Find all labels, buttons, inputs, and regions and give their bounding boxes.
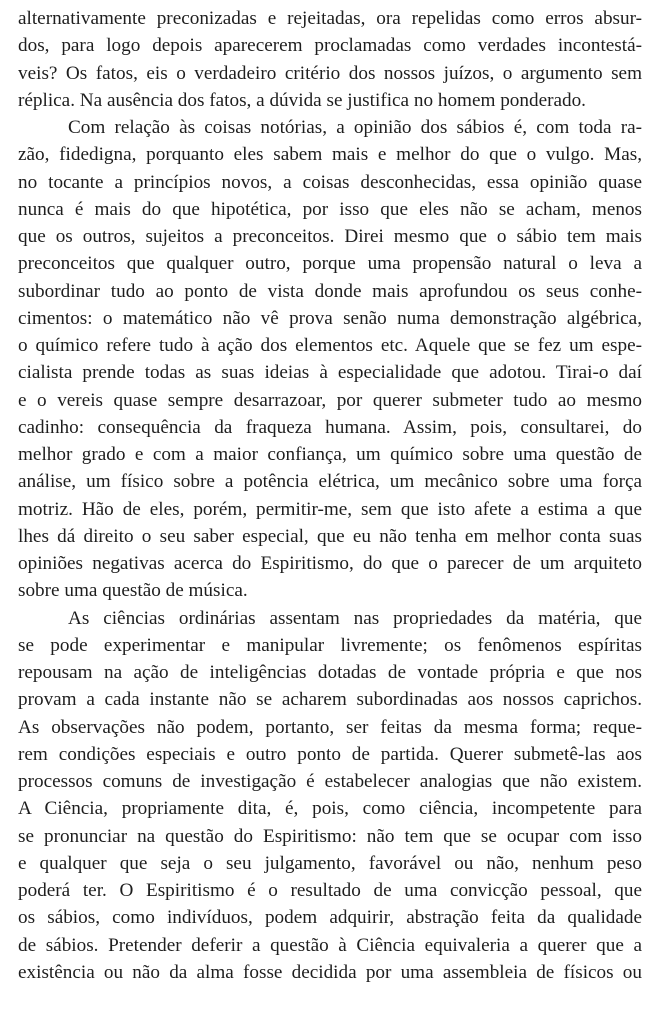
text-line: preconceitos que qualquer outro, porque uma propensão natural o leva a	[18, 253, 642, 275]
text-line: subordinar tudo ao ponto de vista donde mais aprofundou os seus conhe-	[18, 280, 642, 302]
text-line: e qualquer que seja o seu julgamento, favorável ou não, nenhum peso	[18, 852, 642, 874]
text-line: provam a cada instante não se acharem subordinadas aos nossos caprichos.	[18, 689, 642, 711]
text-line: dos, para logo depois aparecerem proclamadas como verdades incontestá-	[18, 35, 642, 57]
text-line: zão, fidedigna, porquanto eles sabem mais e melhor do que o vulgo. Mas,	[18, 144, 642, 166]
text-line: A Ciência, propriamente dita, é, pois, como ciência, incompetente para	[18, 798, 642, 820]
document-page	[18, 5, 642, 986]
text-line: cimentos: o matemático não vê prova senão numa demonstração algébrica,	[18, 307, 642, 329]
text-line: nunca é mais do que hipotética, por isso que eles não se acham, menos	[18, 198, 642, 220]
text-line: As ciências ordinárias assentam nas propriedades da matéria, que	[68, 607, 642, 629]
text-line: lhes dá direito o seu saber especial, que eu não tenha em melhor conta suas	[18, 525, 642, 547]
paragraph	[18, 5, 642, 114]
text-line: e o vereis quase sempre desarrazoar, por querer submeter tudo ao mesmo	[18, 389, 642, 411]
text-line: no tocante a princípios novos, a coisas desconhecidas, essa opinião quase	[18, 171, 642, 193]
text-line: o químico refere tudo à ação dos elementos etc. Aquele que se fez um espe-	[18, 335, 642, 356]
text-line: As observações não podem, portanto, ser feitas da mesma forma; reque-	[18, 716, 642, 738]
text-line: melhor grado e com a maior confiança, um químico sobre uma questão de	[18, 444, 642, 465]
text-line: Com relação às coisas notórias, a opinião dos sábios é, com toda ra-	[68, 117, 642, 138]
text-line: existência ou não da alma fosse decidida por uma assembleia de físicos ou	[18, 961, 642, 983]
text-line: sobre uma questão de música.	[18, 580, 248, 602]
text-line: de sábios. Pretender deferir a questão à Ciência equivaleria a querer que a	[18, 934, 642, 956]
text-line: os sábios, como indivíduos, podem adquirir, abstração feita da qualidade	[18, 907, 642, 929]
text-line: rem condições especiais e outro ponto de partida. Querer submetê-las aos	[18, 743, 642, 765]
text-line: análise, um físico sobre a potência elétrica, um mecânico sobre uma força	[18, 471, 642, 493]
text-line: repousam na ação de inteligências dotadas de vontade própria e que nos	[18, 662, 642, 683]
text-line: cialista prende todas as suas ideias à especialidade que adotou. Tirai-o daí	[18, 362, 642, 384]
text-line: processos comuns de investigação é estabelecer analogias que não existem.	[18, 771, 642, 792]
text-line: poderá ter. O Espiritismo é o resultado de uma convicção pessoal, que	[18, 880, 642, 901]
text-line: que os outros, sujeitos a preconceitos. Direi mesmo que o sábio tem mais	[18, 226, 642, 247]
text-line: cadinho: consequência da fraqueza humana. Assim, pois, consultarei, do	[18, 416, 642, 438]
paragraph	[18, 114, 642, 605]
text-line: se pode experimentar e manipular livremente; os fenômenos espíritas	[18, 634, 642, 656]
paragraph	[18, 605, 642, 987]
text-line: opiniões negativas acerca do Espiritismo, do que o parecer de um arquiteto	[18, 553, 642, 574]
text-line: se pronunciar na questão do Espiritismo: não tem que se ocupar com isso	[18, 825, 642, 847]
text-line: veis? Os fatos, eis o verdadeiro critério dos nossos juízos, o argumento sem	[18, 62, 642, 84]
text-line: motriz. Hão de eles, porém, permitir-me, sem que isto afete a estima a que	[18, 498, 642, 520]
text-line: réplica. Na ausência dos fatos, a dúvida se justifica no homem ponderado.	[18, 89, 586, 111]
text-line: alternativamente preconizadas e rejeitadas, ora repelidas como erros absur-	[18, 8, 642, 29]
